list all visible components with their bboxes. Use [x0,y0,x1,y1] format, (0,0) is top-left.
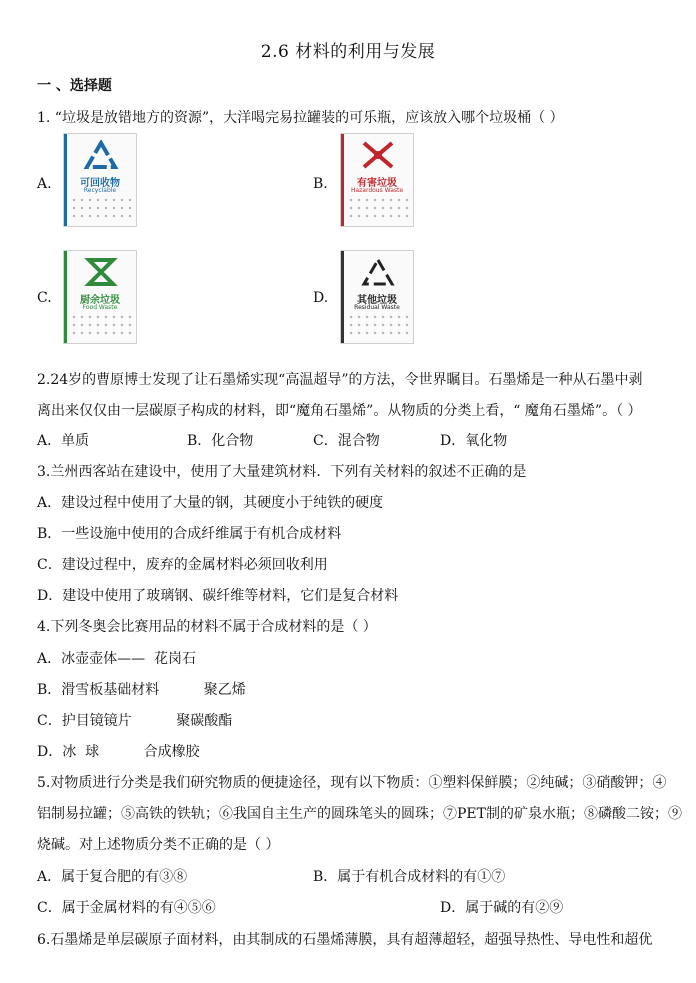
q2-option-d: D．氧化物 [440,433,508,449]
q6-stem-line1: 6.石墨烯是单层碳原子面材料，由其制成的石墨烯薄膜，具有超薄超轻，超强导热性、导电性和超优 [37,932,653,948]
q2-stem-line1: 2.24岁的曹原博士发现了让石墨烯实现“高温超导”的方法，令世界瞩目。石墨烯是一种从石墨中剥 [37,372,643,388]
q5-option-d: D．属于碱的有②⑨ [440,900,564,916]
q2-option-c: C．混合物 [313,433,380,449]
bin-example-icons [347,313,409,339]
q3-stem: 3.兰州西客站在建设中，使用了大量建筑材料．下列有关材料的叙述不正确的是 [37,464,527,480]
q4-option-b: B．滑雪板基础材料 聚乙烯 [37,682,246,698]
q5-option-b: B．属于有机合成材料的有①⑦ [313,869,506,885]
q1-option-b-label: B. [313,176,328,192]
q1-option-c-label: C. [37,290,52,306]
q4-option-a: A．冰壶壶体—— 花岗石 [37,651,197,667]
hazardous-bin-image [340,133,414,227]
q2-option-a: A．单质 [37,433,90,449]
q4-option-c: C．护目镜镜片 聚碳酸酯 [37,713,233,729]
section-heading: 一 、选择题 [37,78,112,94]
bin-label-cn: 其他垃圾 [357,295,397,306]
q3-option-d: D．建设中使用了玻璃钢、碳纤维等材料，它们是复合材料 [37,588,399,604]
food-waste-icon [83,257,119,287]
food-waste-bin-image [63,250,137,344]
q1-option-d-label: D. [313,290,329,306]
bin-example-icons [347,196,409,222]
q3-option-b: B．一些设施中使用的合成纤维属于有机合成材料 [37,526,342,542]
q3-option-a: A．建设过程中使用了大量的钢，其硬度小于纯铁的硬度 [37,495,384,511]
q5-option-c: C．属于金属材料的有④⑤⑥ [37,900,216,916]
recycle-icon [83,140,119,170]
hazard-icon [360,140,396,170]
bin-label-en: Recyclable [83,187,117,194]
bin-example-icons [70,313,132,339]
q5-stem-line1: 5.对物质进行分类是我们研究物质的便捷途径，现有以下物质：①塑料保鲜膜；②纯碱；③硝酸钾；④ [37,775,667,791]
q3-option-c: C．建设过程中，废弃的金属材料必须回收利用 [37,557,328,573]
bin-label-en: Food Waste [82,304,118,311]
bin-label-en: Hazardous Waste [350,187,404,194]
q2-option-b: B．化合物 [187,433,254,449]
q5-stem-line3: 烧碱。对上述物质分类不正确的是（ ） [37,837,280,853]
page-title: 2.6 材料的利用与发展 [260,42,436,62]
recyclable-bin-image [63,133,137,227]
q1-stem: 1. “垃圾是放错地方的资源”，大洋喝完易拉罐装的可乐瓶，应该放入哪个垃圾桶（ ） [37,110,564,126]
bin-label-en: Residual Waste [354,304,400,311]
bin-label-cn: 可回收物 [80,178,120,189]
residual-bin-image [340,250,414,344]
bin-label-cn: 有害垃圾 [357,178,397,189]
q1-option-a-label: A. [37,176,52,192]
bin-label-cn: 厨余垃圾 [80,295,120,306]
q5-option-a: A．属于复合肥的有③⑧ [37,869,188,885]
residual-icon [360,257,396,287]
q2-stem-line2: 离出来仅仅由一层碳原子构成的材料，即“魔角石墨烯”。从物质的分类上看，“ 魔角石墨烯”。（ ） [37,403,642,419]
q4-option-d: D．冰 球 合成橡胶 [37,744,200,760]
q4-stem: 4.下列冬奥会比赛用品的材料不属于合成材料的是（ ） [37,619,377,635]
q5-stem-line2: 铝制易拉罐；⑤高铁的铁轨；⑥我国自主生产的圆珠笔头的圆珠；⑦PET制的矿泉水瓶；⑧磷酸二铵；⑨ [37,806,682,822]
bin-example-icons [70,196,132,222]
